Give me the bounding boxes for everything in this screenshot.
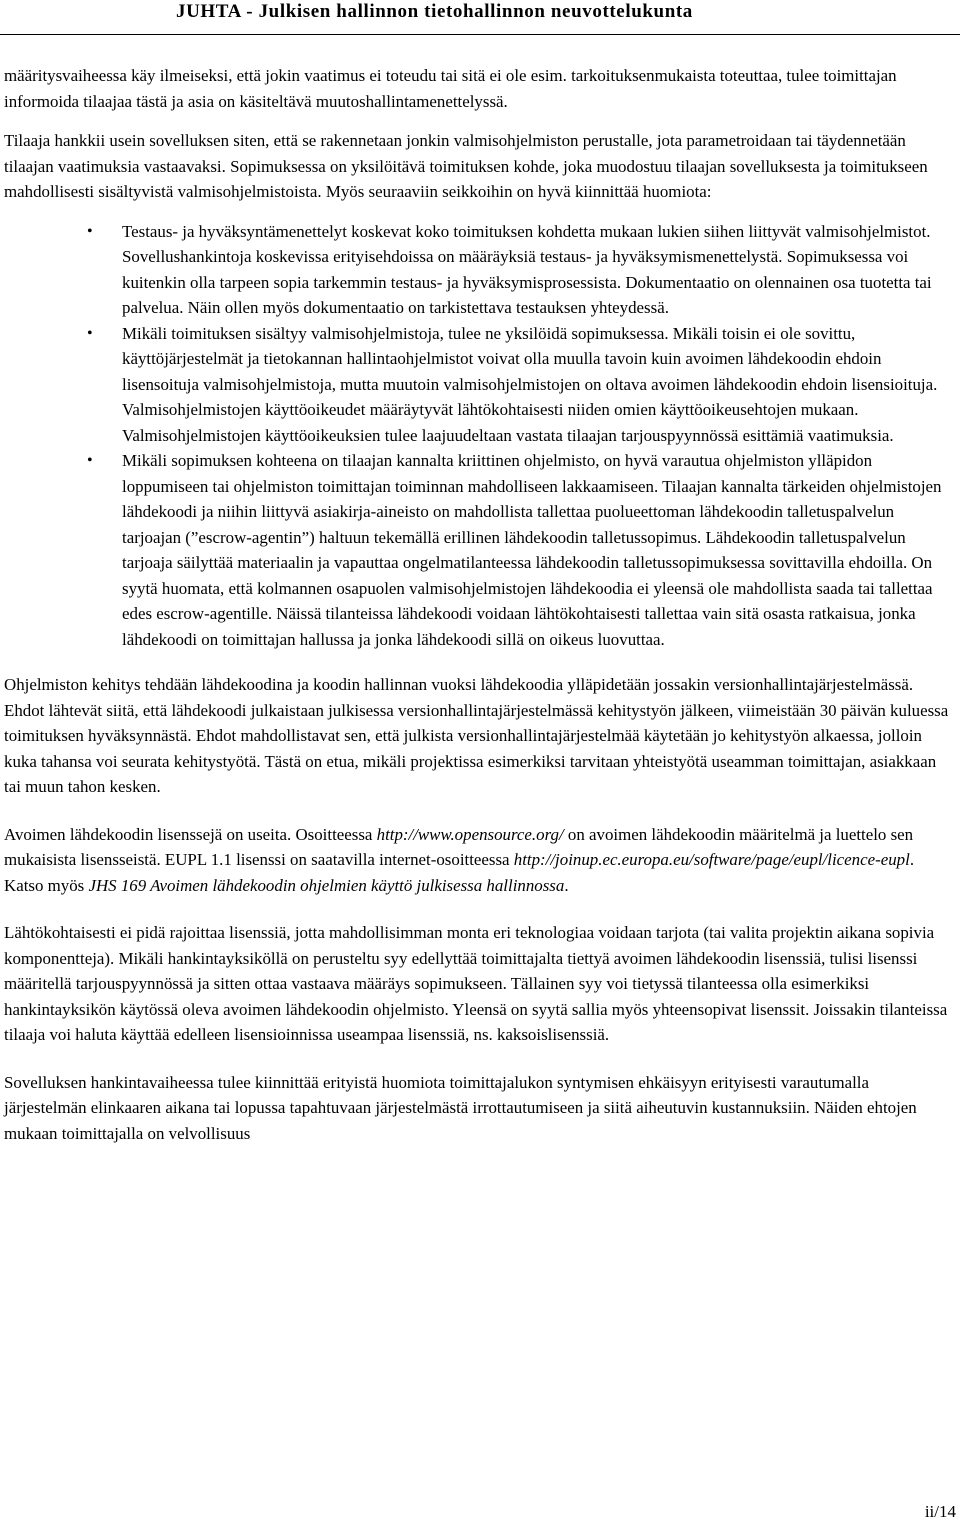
- bullet-icon: •: [87, 324, 93, 342]
- paragraph-continuation: määritysvaiheessa käy ilmeiseksi, että jokin vaatimus ei toteudu tai sitä ei ole esim. tarkoituksenmukaista toteuttaa, tulee toimittajan informoida tilaajaa tästä ja asia on käsiteltävä muutoshallintamenettelyssä.: [4, 66, 897, 111]
- licenses-text-4: .: [564, 875, 569, 895]
- list-item: [87, 321, 954, 449]
- document-body: [4, 63, 954, 1146]
- paragraph-vendor-lock: Sovelluksen hankintavaiheessa tulee kiinnittää erityistä huomiota toimittajalukon syntymisen ehkäisyyn erityisesti varautumalla järjestelmän elinkaaren aikana tai lopussa tapahtuvaan järjestelmästä irrottautumiseen ja siitä aiheutuvin kustannuksiin. Näiden ehtojen mukaan toimittajalla on velvollisuus: [4, 1072, 917, 1143]
- list-item-text: Testaus- ja hyväksyntämenettelyt koskevat koko toimituksen kohdetta mukaan lukien siihen liittyvät valmisohjelmistot. Sovellushankintoja koskevissa erityisehdoissa on määräyksiä testaus- ja hyväksymismenettelystä. Sopimuksessa voi kuitenkin olla tarpeen sopia tarkemmin testaus- ja hyväksymisprosessista. Dokumentaatio on olennainen osa tuotetta tai palvelua. Näin ollen myös dokumentaatio on tarkistettava testauksen yhteydessä.: [122, 221, 932, 317]
- licenses-text-1: Avoimen lähdekoodin lisenssejä on useita. Osoitteessa: [4, 824, 377, 844]
- header-divider: [0, 34, 960, 35]
- list-item-text: Mikäli toimituksen sisältyy valmisohjelmistoja, tulee ne yksilöidä sopimuksessa. Mikäli toisin ei ole sovittu, käyttöjärjestelmät ja tietokannan hallintaohjelmistot voivat olla muulla tavoin kuin avoimen lähdekoodin ehdoin lisensoituja valmisohjelmistoja, mutta muutoin valmisohjelmistojen on oltava avoimen lähdekoodin ehdoin lisensioituja. Valmisohjelmistojen käyttöoikeudet määräytyvät lähtökohtaisesti niiden omien käyttöoikeusehtojen mukaan. Valmisohjelmistojen käyttöoikeuksien tulee laajuudeltaan vastata tilaajan tarjouspyynnössä esittämiä vaatimuksia.: [122, 323, 938, 445]
- paragraph-licenses: [4, 822, 954, 899]
- bullet-icon: •: [87, 222, 93, 240]
- document-header-title: JUHTA - Julkisen hallinnon tietohallinnon neuvottelukunta: [176, 1, 693, 22]
- bullet-icon: •: [87, 452, 93, 469]
- list-item-text: Mikäli sopimuksen kohteena on tilaajan kannalta kriittinen ohjelmisto, on hyvä varautua ohjelmiston ylläpidon loppumiseen tai ohjelmiston toimittajan toiminnan mahdolliseen lakkaamiseen. Tilaajan kannalta tärkeiden ohjelmistojen lähdekoodi ja niihin liittyvä asiakirja-aineisto on mahdollista tallettaa puolueettoman lähdekoodin talletuspalvelun tarjoajan (”escrow-agentin”) haltuun tekemällä erillinen lähdekoodin talletussopimus. Lähdekoodin talletuspalvelun tarjoaja säilyttää materiaalin ja vapauttaa ongelmatilanteessa lähdekoodin talletussopimuksessa sovittavilla ehdoilla. On syytä huomata, että kolmannen osapuolen valmisohjelmistojen lähdekoodia ei yleensä ole mahdollista saada tai tallettaa edes escrow-agentille. Näissä tilanteissa lähdekoodi voidaan lähtökohtaisesti tallettaa vain sitä osasta ratkaisua, jonka lähdekoodi on toimittajan hallussa ja jonka lähdekoodi sillä on oikeus luovuttaa.: [122, 451, 942, 649]
- page-number: ii/14: [924, 1502, 956, 1521]
- jhs-reference: JHS 169 Avoimen lähdekoodin ohjelmien käyttö julkisessa hallinnossa: [88, 875, 565, 895]
- paragraph-version-control: Ohjelmiston kehitys tehdään lähdekoodina ja koodin hallinnan vuoksi lähdekoodia ylläpidetään jossakin versionhallintajärjestelmässä. Ehdot lähtevät siitä, että lähdekoodi julkaistaan julkisessa versionhallintajärjestelmässä kehitystyön jälkeen, viimeistään 30 päivän kuluessa toimituksen hyväksynnästä. Ehdot mahdollistavat sen, että julkista versionhallintajärjestelmää käytetään jo kehitystyön alkaessa, jolloin kuka tahansa voi seurata kehitystyötä. Tästä on etua, mikäli projektissa esimerkiksi tarvitaan yhteistyötä useamman toimittajan, asiakkaan tai muun tahon kesken.: [4, 675, 949, 796]
- bullet-list: [4, 219, 954, 653]
- eupl-link[interactable]: http://joinup.ec.europa.eu/software/page/eupl/licence-eupl: [513, 850, 910, 869]
- paragraph-delivery-scope: Tilaaja hankkii usein sovelluksen siten, että se rakennetaan jonkin valmisohjelmiston perustalle, jota parametroidaan tai täydennetään tilaajan vaatimuksia vastaavaksi. Sopimuksessa on yksilöitävä toimituksen kohde, joka muodostuu tilaajan sovelluksesta ja toimitukseen mahdollisesti sisältyvistä valmisohjelmistoista. Myös seuraaviin seikkoihin on hyvä kiinnittää huomiota:: [4, 131, 928, 201]
- licenses-text-3: . Katso myös: [4, 850, 915, 895]
- licenses-text-2: on avoimen lähdekoodin määritelmä ja luettelo sen mukaisista lisensseistä. EUPL 1.1 lisenssi on saatavilla internet-osoitteessa: [4, 824, 914, 869]
- opensource-link[interactable]: http://www.opensource.org/: [376, 824, 564, 844]
- list-item: [87, 448, 954, 652]
- list-item: [87, 219, 954, 321]
- paragraph-license-restriction: Lähtökohtaisesti ei pidä rajoittaa lisenssiä, jotta mahdollisimman monta eri teknologiaa voidaan tarjota (tai valita projektin aikana sopivia komponentteja). Mikäli hankintayksiköllä on perusteltu syy edellyttää toimittajalta tiettyä avoimen lähdekoodin lisenssiä, tulisi lisenssi määritellä tarjouspyynnössä ja sitten ottaa vastaava määräys sopimukseen. Tällainen syy voi tietyssä tilanteessa olla esimerkiksi hankintayksikön käytössä oleva avoimen lähdekoodin ohjelmisto. Yleensä on syytä sallia myös yhteensopivat lisenssit. Joissakin tilanteissa tilaaja voi haluta käyttää edelleen lisensioinnissa useampaa lisenssiä, ns. kaksoislisenssiä.: [4, 923, 948, 1044]
